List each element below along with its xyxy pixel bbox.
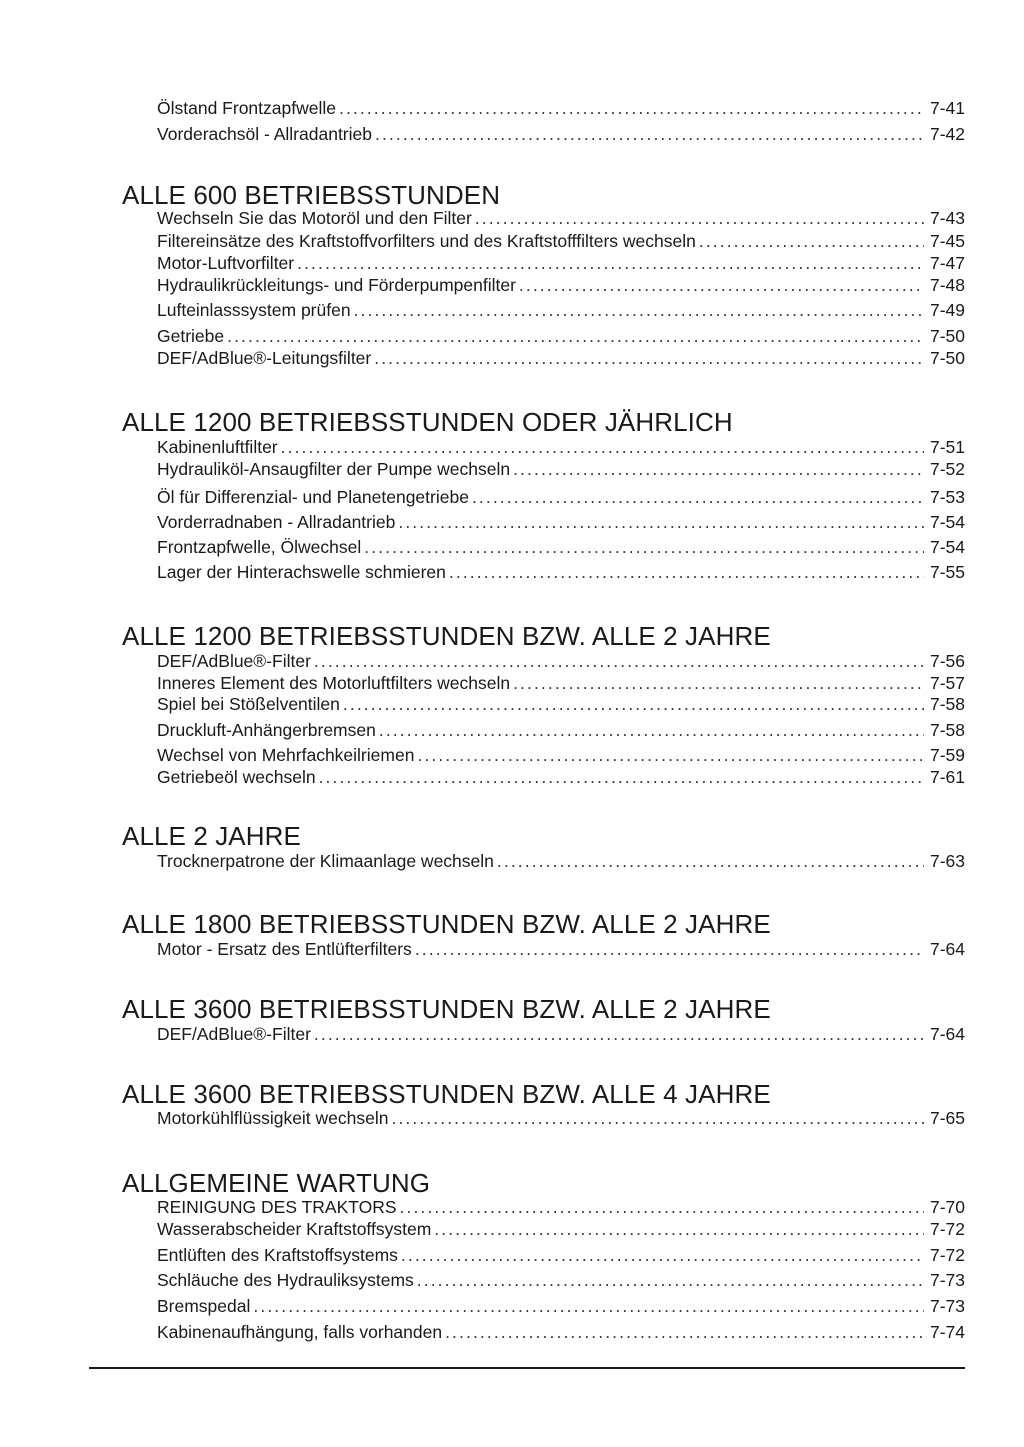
toc-entry-title: Entlüften des Kraftstoffsystems (157, 1245, 398, 1265)
toc-entry[interactable] (157, 1296, 965, 1316)
dot-leader (227, 326, 924, 346)
dot-leader (319, 767, 924, 787)
toc-entry[interactable] (157, 459, 965, 479)
dot-leader (398, 512, 924, 532)
toc-entry-page-number: 7-41 (929, 98, 965, 118)
toc-entry[interactable] (157, 767, 965, 787)
toc-entry-title: Druckluft-Anhängerbremsen (157, 720, 376, 740)
toc-entry-page-number: 7-72 (929, 1219, 965, 1239)
toc-entry-page-number: 7-54 (929, 537, 965, 557)
toc-entry-page-number: 7-52 (929, 459, 965, 479)
toc-entry[interactable] (157, 253, 965, 273)
toc-entry[interactable] (157, 1245, 965, 1265)
toc-entry-page-number: 7-43 (929, 208, 965, 228)
toc-entry-page-number: 7-48 (929, 275, 965, 295)
toc-entry-title: Wechseln Sie das Motoröl und den Filter (157, 208, 472, 228)
dot-leader (513, 459, 924, 479)
toc-entry[interactable] (157, 537, 965, 557)
toc-entry-title: Ölstand Frontzapfwelle (157, 98, 336, 118)
dot-leader (401, 1245, 924, 1265)
dot-leader (445, 1322, 924, 1342)
dot-leader (699, 231, 924, 251)
toc-entry-title: Bremspedal (157, 1296, 251, 1316)
dot-leader (472, 487, 924, 507)
dot-leader (417, 745, 924, 765)
toc-entry-page-number: 7-57 (929, 673, 965, 693)
toc-entry[interactable] (157, 275, 965, 295)
toc-entry-title: Hydraulikrückleitungs- und Förderpumpenfilter (157, 275, 516, 295)
toc-entry[interactable] (157, 720, 965, 740)
toc-entry-page-number: 7-61 (929, 767, 965, 787)
toc-entry-title: Lufteinlasssystem prüfen (157, 300, 351, 320)
toc-entry-page-number: 7-59 (929, 745, 965, 765)
toc-entry[interactable] (157, 208, 965, 228)
toc-entry-page-number: 7-63 (929, 851, 965, 871)
dot-leader (392, 1108, 924, 1128)
dot-leader (374, 348, 924, 368)
toc-entry[interactable] (157, 1108, 965, 1128)
dot-leader (434, 1219, 924, 1239)
dot-leader (519, 275, 924, 295)
dot-leader (281, 437, 924, 457)
dot-leader (314, 1024, 924, 1044)
toc-entry[interactable] (157, 231, 965, 251)
toc-entry-page-number: 7-56 (929, 651, 965, 671)
toc-entry[interactable] (157, 300, 965, 320)
toc-entry-title: Lager der Hinterachswelle schmieren (157, 562, 446, 582)
toc-entry-title: DEF/AdBlue®-Filter (157, 651, 311, 671)
toc-entry-page-number: 7-49 (929, 300, 965, 320)
dot-leader (415, 939, 924, 959)
toc-entry-title: Öl für Differenzial- und Planetengetriebe (157, 487, 469, 507)
toc-entry-title: Filtereinsätze des Kraftstoffvorfilters und des Kraftstofffilters wechseln (157, 231, 696, 251)
section-heading: ALLE 600 BETRIEBSSTUNDEN (122, 180, 501, 210)
dot-leader (497, 851, 924, 871)
dot-leader (375, 124, 924, 144)
toc-entry[interactable] (157, 1219, 965, 1239)
toc-entry-title: DEF/AdBlue®-Filter (157, 1024, 311, 1044)
section-heading: ALLE 3600 BETRIEBSSTUNDEN BZW. ALLE 2 JAHRE (122, 994, 771, 1024)
toc-entry[interactable] (157, 487, 965, 507)
toc-entry-page-number: 7-45 (929, 231, 965, 251)
toc-entry[interactable] (157, 673, 965, 693)
toc-entry-title: Motor-Luftvorfilter (157, 253, 295, 273)
toc-entry-page-number: 7-73 (929, 1270, 965, 1290)
toc-entry[interactable] (157, 939, 965, 959)
dot-leader (449, 562, 924, 582)
dot-leader (339, 98, 924, 118)
dot-leader (354, 300, 924, 320)
toc-entry-page-number: 7-64 (929, 1024, 965, 1044)
toc-entry-page-number: 7-54 (929, 512, 965, 532)
toc-entry-title: Kabinenluftfilter (157, 437, 278, 457)
toc-entry[interactable] (157, 437, 965, 457)
toc-entry-page-number: 7-47 (929, 253, 965, 273)
toc-entry[interactable] (157, 1270, 965, 1290)
toc-entry-title: Wasserabscheider Kraftstoffsystem (157, 1219, 432, 1239)
toc-entry-page-number: 7-51 (929, 437, 965, 457)
toc-entry-title: Frontzapfwelle, Ölwechsel (157, 537, 362, 557)
toc-entry-title: Vorderachsöl - Allradantrieb (157, 124, 372, 144)
toc-entry-page-number: 7-72 (929, 1245, 965, 1265)
toc-entry-title: Motor - Ersatz des Entlüfterfilters (157, 939, 412, 959)
dot-leader (400, 1197, 924, 1217)
toc-entry-title: REINIGUNG DES TRAKTORS (157, 1197, 397, 1217)
toc-entry[interactable] (157, 1197, 965, 1217)
toc-entry-title: Inneres Element des Motorluftfilters wechseln (157, 673, 511, 693)
toc-entry-title: Getriebeöl wechseln (157, 767, 316, 787)
dot-leader (417, 1270, 924, 1290)
dot-leader (314, 651, 924, 671)
toc-entry-title: Spiel bei Stößelventilen (157, 694, 340, 714)
toc-entry-title: Motorkühlflüssigkeit wechseln (157, 1108, 389, 1128)
section-heading: ALLE 2 JAHRE (122, 821, 301, 851)
toc-entry-title: Getriebe (157, 326, 225, 346)
toc-entry-page-number: 7-70 (929, 1197, 965, 1217)
toc-entry[interactable] (157, 562, 965, 582)
toc-entry[interactable] (157, 745, 965, 765)
dot-leader (364, 537, 924, 557)
dot-leader (513, 673, 924, 693)
toc-entry[interactable] (157, 98, 965, 118)
section-heading: ALLE 1200 BETRIEBSSTUNDEN ODER JÄHRLICH (122, 407, 733, 437)
dot-leader (475, 208, 924, 228)
dot-leader (297, 253, 924, 273)
toc-entry[interactable] (157, 694, 965, 714)
toc-entry-title: Schläuche des Hydrauliksystems (157, 1270, 414, 1290)
footer-rule (89, 1367, 965, 1369)
toc-entry-title: Wechsel von Mehrfachkeilriemen (157, 745, 415, 765)
toc-entry[interactable] (157, 326, 965, 346)
toc-entry-page-number: 7-65 (929, 1108, 965, 1128)
toc-entry-title: Kabinenaufhängung, falls vorhanden (157, 1322, 443, 1342)
toc-entry-page-number: 7-64 (929, 939, 965, 959)
section-heading: ALLGEMEINE WARTUNG (122, 1168, 431, 1198)
dot-leader (379, 720, 924, 740)
toc-entry[interactable] (157, 512, 965, 532)
section-heading: ALLE 3600 BETRIEBSSTUNDEN BZW. ALLE 4 JAHRE (122, 1079, 771, 1109)
toc-entry-page-number: 7-58 (929, 720, 965, 740)
toc-entry[interactable] (157, 124, 965, 144)
toc-entry[interactable] (157, 851, 965, 871)
section-heading: ALLE 1800 BETRIEBSSTUNDEN BZW. ALLE 2 JAHRE (122, 909, 771, 939)
toc-entry-page-number: 7-74 (929, 1322, 965, 1342)
toc-entry-page-number: 7-53 (929, 487, 965, 507)
toc-entry-title: Trocknerpatrone der Klimaanlage wechseln (157, 851, 494, 871)
toc-entry-title: DEF/AdBlue®-Leitungsfilter (157, 348, 372, 368)
toc-entry[interactable] (157, 1322, 965, 1342)
toc-entry-page-number: 7-50 (929, 326, 965, 346)
section-heading: ALLE 1200 BETRIEBSSTUNDEN BZW. ALLE 2 JAHRE (122, 621, 771, 651)
toc-entry[interactable] (157, 651, 965, 671)
toc-entry-page-number: 7-73 (929, 1296, 965, 1316)
toc-entry-page-number: 7-58 (929, 694, 965, 714)
toc-entry-page-number: 7-50 (929, 348, 965, 368)
toc-entry-page-number: 7-55 (929, 562, 965, 582)
toc-entry-title: Hydrauliköl-Ansaugfilter der Pumpe wechseln (157, 459, 511, 479)
toc-entry[interactable] (157, 1024, 965, 1044)
toc-entry-page-number: 7-42 (929, 124, 965, 144)
toc-entry[interactable] (157, 348, 965, 368)
toc-entry-title: Vorderradnaben - Allradantrieb (157, 512, 396, 532)
dot-leader (253, 1296, 924, 1316)
dot-leader (343, 694, 924, 714)
